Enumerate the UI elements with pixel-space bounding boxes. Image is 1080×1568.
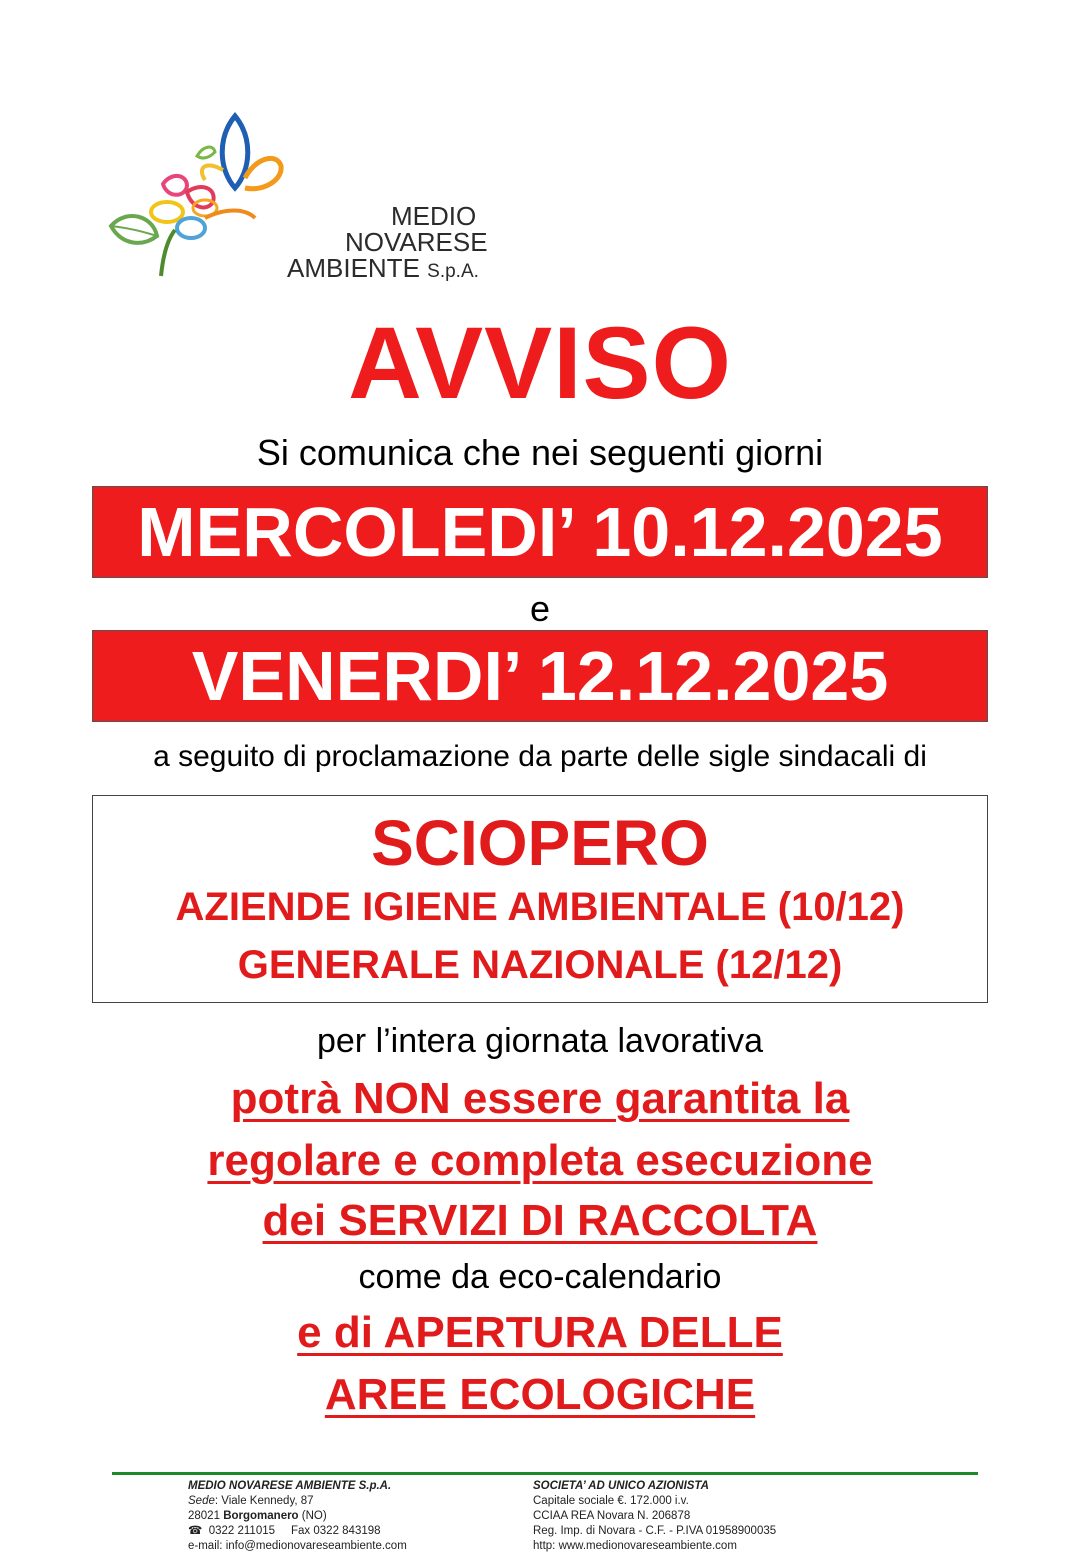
notice-title: AVVISO (348, 306, 732, 420)
workday-text: per l’intera giornata lavorativa (316, 1022, 764, 1060)
footer-shareholder: SOCIETA’ AD UNICO AZIONISTA (533, 1480, 709, 1492)
strike-line-2: GENERALE NAZIONALE (12/12) (237, 943, 843, 987)
logo-text-line2: NOVARESE (345, 227, 488, 257)
warning-line-3: dei SERVIZI DI RACCOLTA (262, 1196, 818, 1245)
date-banner-2: VENERDI’ 12.12.2025 (92, 630, 988, 722)
footer-phone: ☎ 0322 211015 Fax 0322 843198 (188, 1525, 381, 1537)
logo-text-line3: AMBIENTE S.p.A. (287, 253, 479, 283)
date-conjunction: e (529, 588, 551, 629)
date-banner-1: MERCOLEDI’ 10.12.2025 (92, 486, 988, 578)
strike-line-1: AZIENDE IGIENE AMBIENTALE (10/12) (175, 885, 905, 929)
footer-capital: Capitale sociale €. 172.000 i.v. (533, 1495, 689, 1507)
logo-text-line1: MEDIO (391, 201, 477, 231)
warning-line-5: AREE ECOLOGICHE (324, 1370, 756, 1419)
footer-right (533, 1479, 776, 1554)
strike-box (92, 795, 988, 1003)
footer-registry: Reg. Imp. di Novara - C.F. - P.IVA 01958900035 (533, 1525, 777, 1537)
ecocalendar-text: come da eco-calendario (358, 1258, 722, 1296)
footer-address: Sede: Viale Kennedy, 87 (188, 1495, 314, 1507)
footer-email: e-mail: info@medionovareseambiente.com (188, 1540, 407, 1552)
company-logo (105, 108, 488, 288)
strike-title: SCIOPERO (371, 807, 709, 879)
notice-intro: Si comunica che nei seguenti giorni (256, 432, 824, 473)
footer-city: 28021 Borgomanero (NO) (188, 1510, 327, 1522)
footer-website: http: www.medionovareseambiente.com (533, 1540, 737, 1552)
proclamation-text: a seguito di proclamazione da parte delle sigle sindacali di (153, 740, 927, 773)
footer-divider (112, 1472, 978, 1475)
warning-line-1: potrà NON essere garantita la (230, 1074, 850, 1123)
warning-line-2: regolare e completa esecuzione (207, 1136, 873, 1185)
footer-cciaa: CCIAA REA Novara N. 206878 (533, 1510, 691, 1522)
footer-company: MEDIO NOVARESE AMBIENTE S.p.A. (188, 1480, 392, 1492)
warning-line-4: e di APERTURA DELLE (297, 1308, 783, 1357)
footer-left (188, 1479, 407, 1554)
phone-icon: ☎ (188, 1525, 203, 1537)
